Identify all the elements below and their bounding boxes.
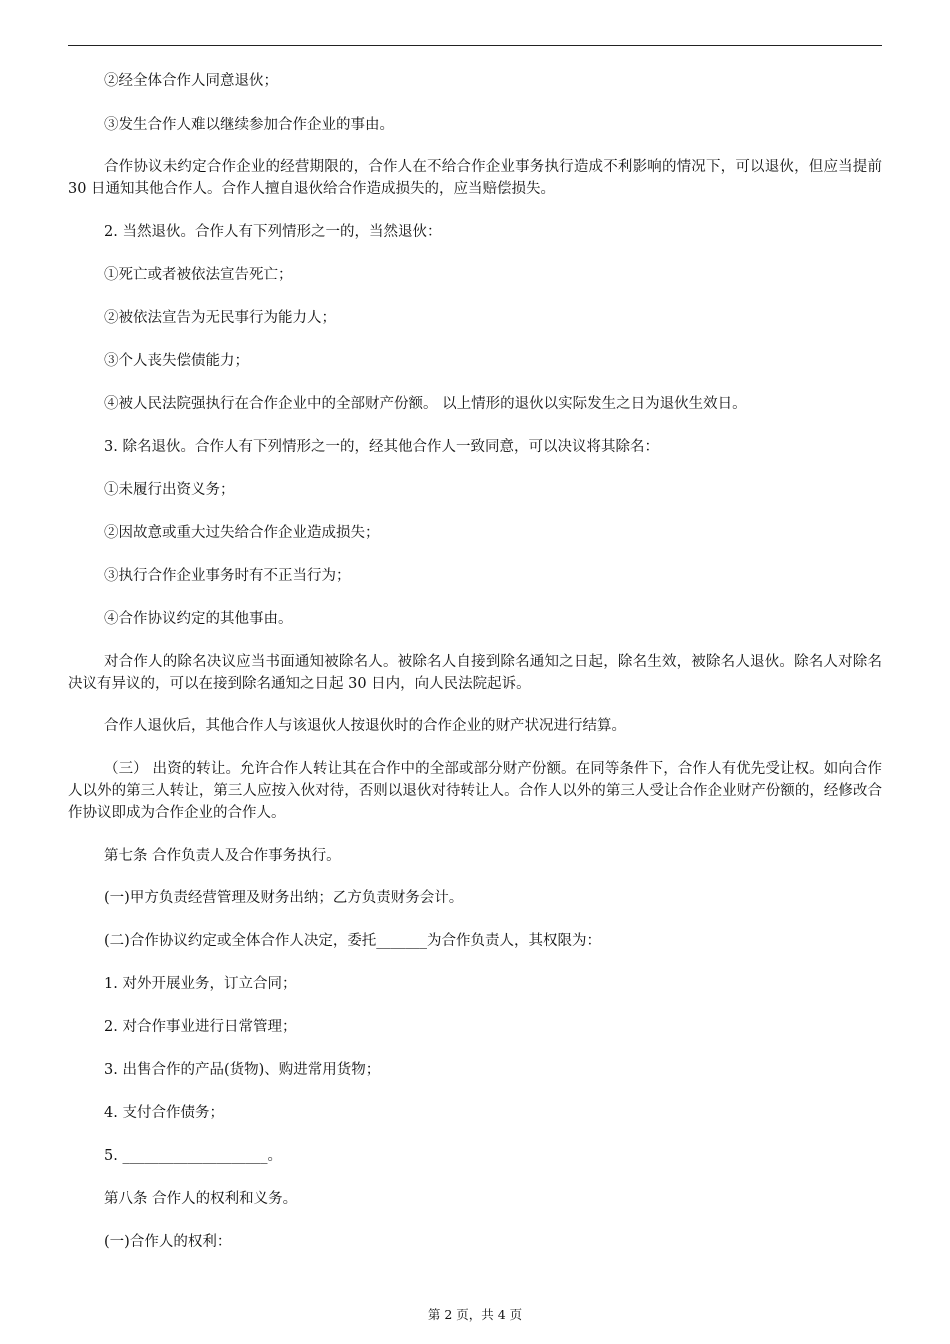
paragraph: ④被人民法院强执行在合作企业中的全部财产份额。 以上情形的退伙以实际发生之日为退伙生效日。 [104,396,747,412]
list-item: 1. 对外开展业务，订立合同； [104,976,297,992]
paragraph: (一)合作人的权利： [104,1234,232,1250]
header-rule [68,45,882,46]
paragraph: ②经全体合作人同意退伙； [104,73,278,89]
paragraph: ③发生合作人难以继续参加合作企业的事由。 [104,117,394,133]
paragraph: ②被依法宣告为无民事行为能力人； [104,310,336,326]
paragraph: ③执行合作企业事务时有不正当行为； [104,568,351,584]
paragraph: (一)甲方负责经营管理及财务出纳；乙方负责财务会计。 [104,890,464,906]
page-number-footer: 第 2 页，共 4 页 [427,1307,523,1322]
paragraph: （三） 出资的转让。允许合作人转让其在合作中的全部或部分财产份额。在同等条件下，合作人有优先受让权。如向合作人以外的第三人转让，第三人应按入伙对待，否则以退伙对待转让人。合作人以外的第三人受让合作企业财产份额的，经修改合作协议即成为合作企业的合作人。 [68,761,882,821]
paragraph: ③个人丧失偿债能力； [104,353,249,369]
list-item: 5. ____________________。 [104,1148,282,1164]
paragraph: 合作协议未约定合作企业的经营期限的，合作人在不给合作企业事务执行造成不利影响的情况下，可以退伙，但应当提前 30 日通知其他合作人。合作人擅自退伙给合作造成损失的，应当赔偿损失。 [68,159,882,197]
paragraph: 3. 除名退伙。合作人有下列情形之一的，经其他合作人一致同意，可以决议将其除名： [104,439,659,455]
section-heading: 第七条 合作负责人及合作事务执行。 [104,848,341,864]
paragraph: ②因故意或重大过失给合作企业造成损失； [104,525,380,541]
section-heading: 第八条 合作人的权利和义务。 [104,1191,298,1207]
paragraph: ①死亡或者被依法宣告死亡； [104,267,293,283]
list-item: 2. 对合作事业进行日常管理； [104,1019,297,1035]
paragraph: 2. 当然退伙。合作人有下列情形之一的，当然退伙： [104,224,442,240]
paragraph: 对合作人的除名决议应当书面通知被除名人。被除名人自接到除名通知之日起，除名生效，被除名人退伙。除名人对除名决议有异议的，可以在接到除名通知之日起 30 日内，向人民法院起诉。 [68,654,882,692]
list-item: 3. 出售合作的产品(货物)、购进常用货物； [104,1062,381,1078]
paragraph: ①未履行出资义务； [104,482,235,498]
paragraph: (二)合作协议约定或全体合作人决定，委托_______为合作负责人，其权限为： [104,933,602,949]
list-item: 4. 支付合作债务； [104,1105,224,1121]
paragraph: 合作人退伙后，其他合作人与该退伙人按退伙时的合作企业的财产状况进行结算。 [104,718,626,734]
paragraph: ④合作协议约定的其他事由。 [104,611,293,627]
